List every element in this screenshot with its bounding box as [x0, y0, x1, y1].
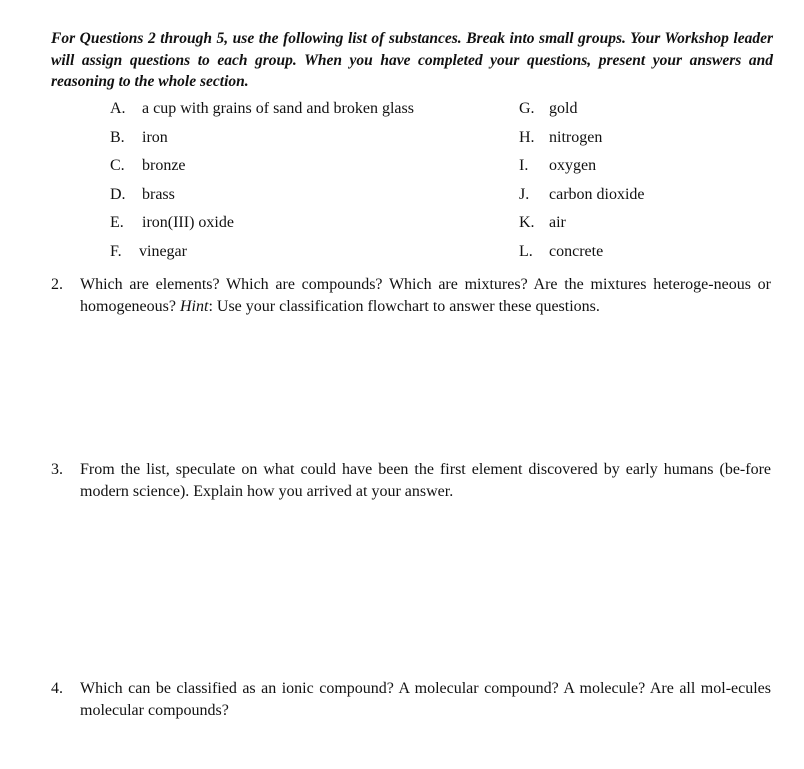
substance-item-j	[519, 183, 645, 207]
substance-item-d	[110, 183, 175, 207]
question-4	[51, 678, 771, 722]
substance-item-g	[519, 97, 577, 121]
substance-list	[0, 97, 804, 267]
substance-item-f	[110, 240, 187, 264]
instructions-paragraph: For Questions 2 through 5, use the following list of substances. Break into small groups. Your Workshop leader will assign questions to each group. When you have completed your questions, present your answers and reasoning to the whole section.	[51, 30, 773, 90]
question-text-part: : Use your classification flowchart to answer these questions.	[208, 298, 600, 315]
substance-letter: D.	[110, 186, 126, 203]
question-number: 3.	[51, 461, 63, 478]
question-3	[51, 459, 771, 503]
question-text: From the list, speculate on what could have been the first element discovered by early humans (be-fore modern science). Explain how you arrived at your answer.	[80, 461, 771, 500]
substance-letter: J.	[519, 186, 530, 203]
substance-name: brass	[142, 186, 175, 203]
substance-name: bronze	[142, 157, 186, 174]
question-text	[80, 274, 771, 318]
substance-name: a cup with grains of sand and broken glass	[142, 100, 414, 117]
substance-name: iron(III) oxide	[142, 214, 234, 231]
substance-item-c	[110, 154, 186, 178]
substance-letter: F.	[110, 243, 122, 260]
substance-item-a	[110, 97, 414, 121]
substance-item-b	[110, 126, 168, 150]
substance-name: oxygen	[549, 157, 597, 174]
substance-letter: G.	[519, 100, 535, 117]
substance-item-i	[519, 154, 596, 178]
hint-label: Hint	[179, 298, 209, 315]
substance-letter: L.	[519, 243, 533, 260]
question-number: 4.	[51, 680, 63, 697]
question-number: 2.	[51, 276, 63, 293]
substance-letter: A.	[110, 100, 126, 117]
substance-letter: E.	[110, 214, 124, 231]
substance-name: gold	[549, 100, 578, 117]
substance-letter: H.	[519, 129, 535, 146]
substance-name: iron	[142, 129, 168, 146]
substance-item-e	[110, 211, 234, 235]
substance-letter: K.	[519, 214, 535, 231]
substance-name: concrete	[549, 243, 604, 260]
substance-name: air	[549, 214, 566, 231]
substance-name: nitrogen	[549, 129, 603, 146]
substance-name: vinegar	[139, 243, 187, 260]
substance-item-l	[519, 240, 603, 264]
substance-letter: C.	[110, 157, 125, 174]
substance-letter: I.	[519, 157, 529, 174]
question-text: Which can be classified as an ionic compound? A molecular compound? A molecule? Are all mol-ecules molecular compounds?	[80, 680, 771, 719]
question-2	[51, 274, 771, 318]
substance-item-k	[519, 211, 566, 235]
substance-letter: B.	[110, 129, 125, 146]
substance-item-h	[519, 126, 602, 150]
substance-name: carbon dioxide	[549, 186, 645, 203]
question-text-part: Which are elements? Which are compounds? Which are mixtures? Are the mixtures heteroge-neous or homogeneous?	[80, 276, 771, 315]
